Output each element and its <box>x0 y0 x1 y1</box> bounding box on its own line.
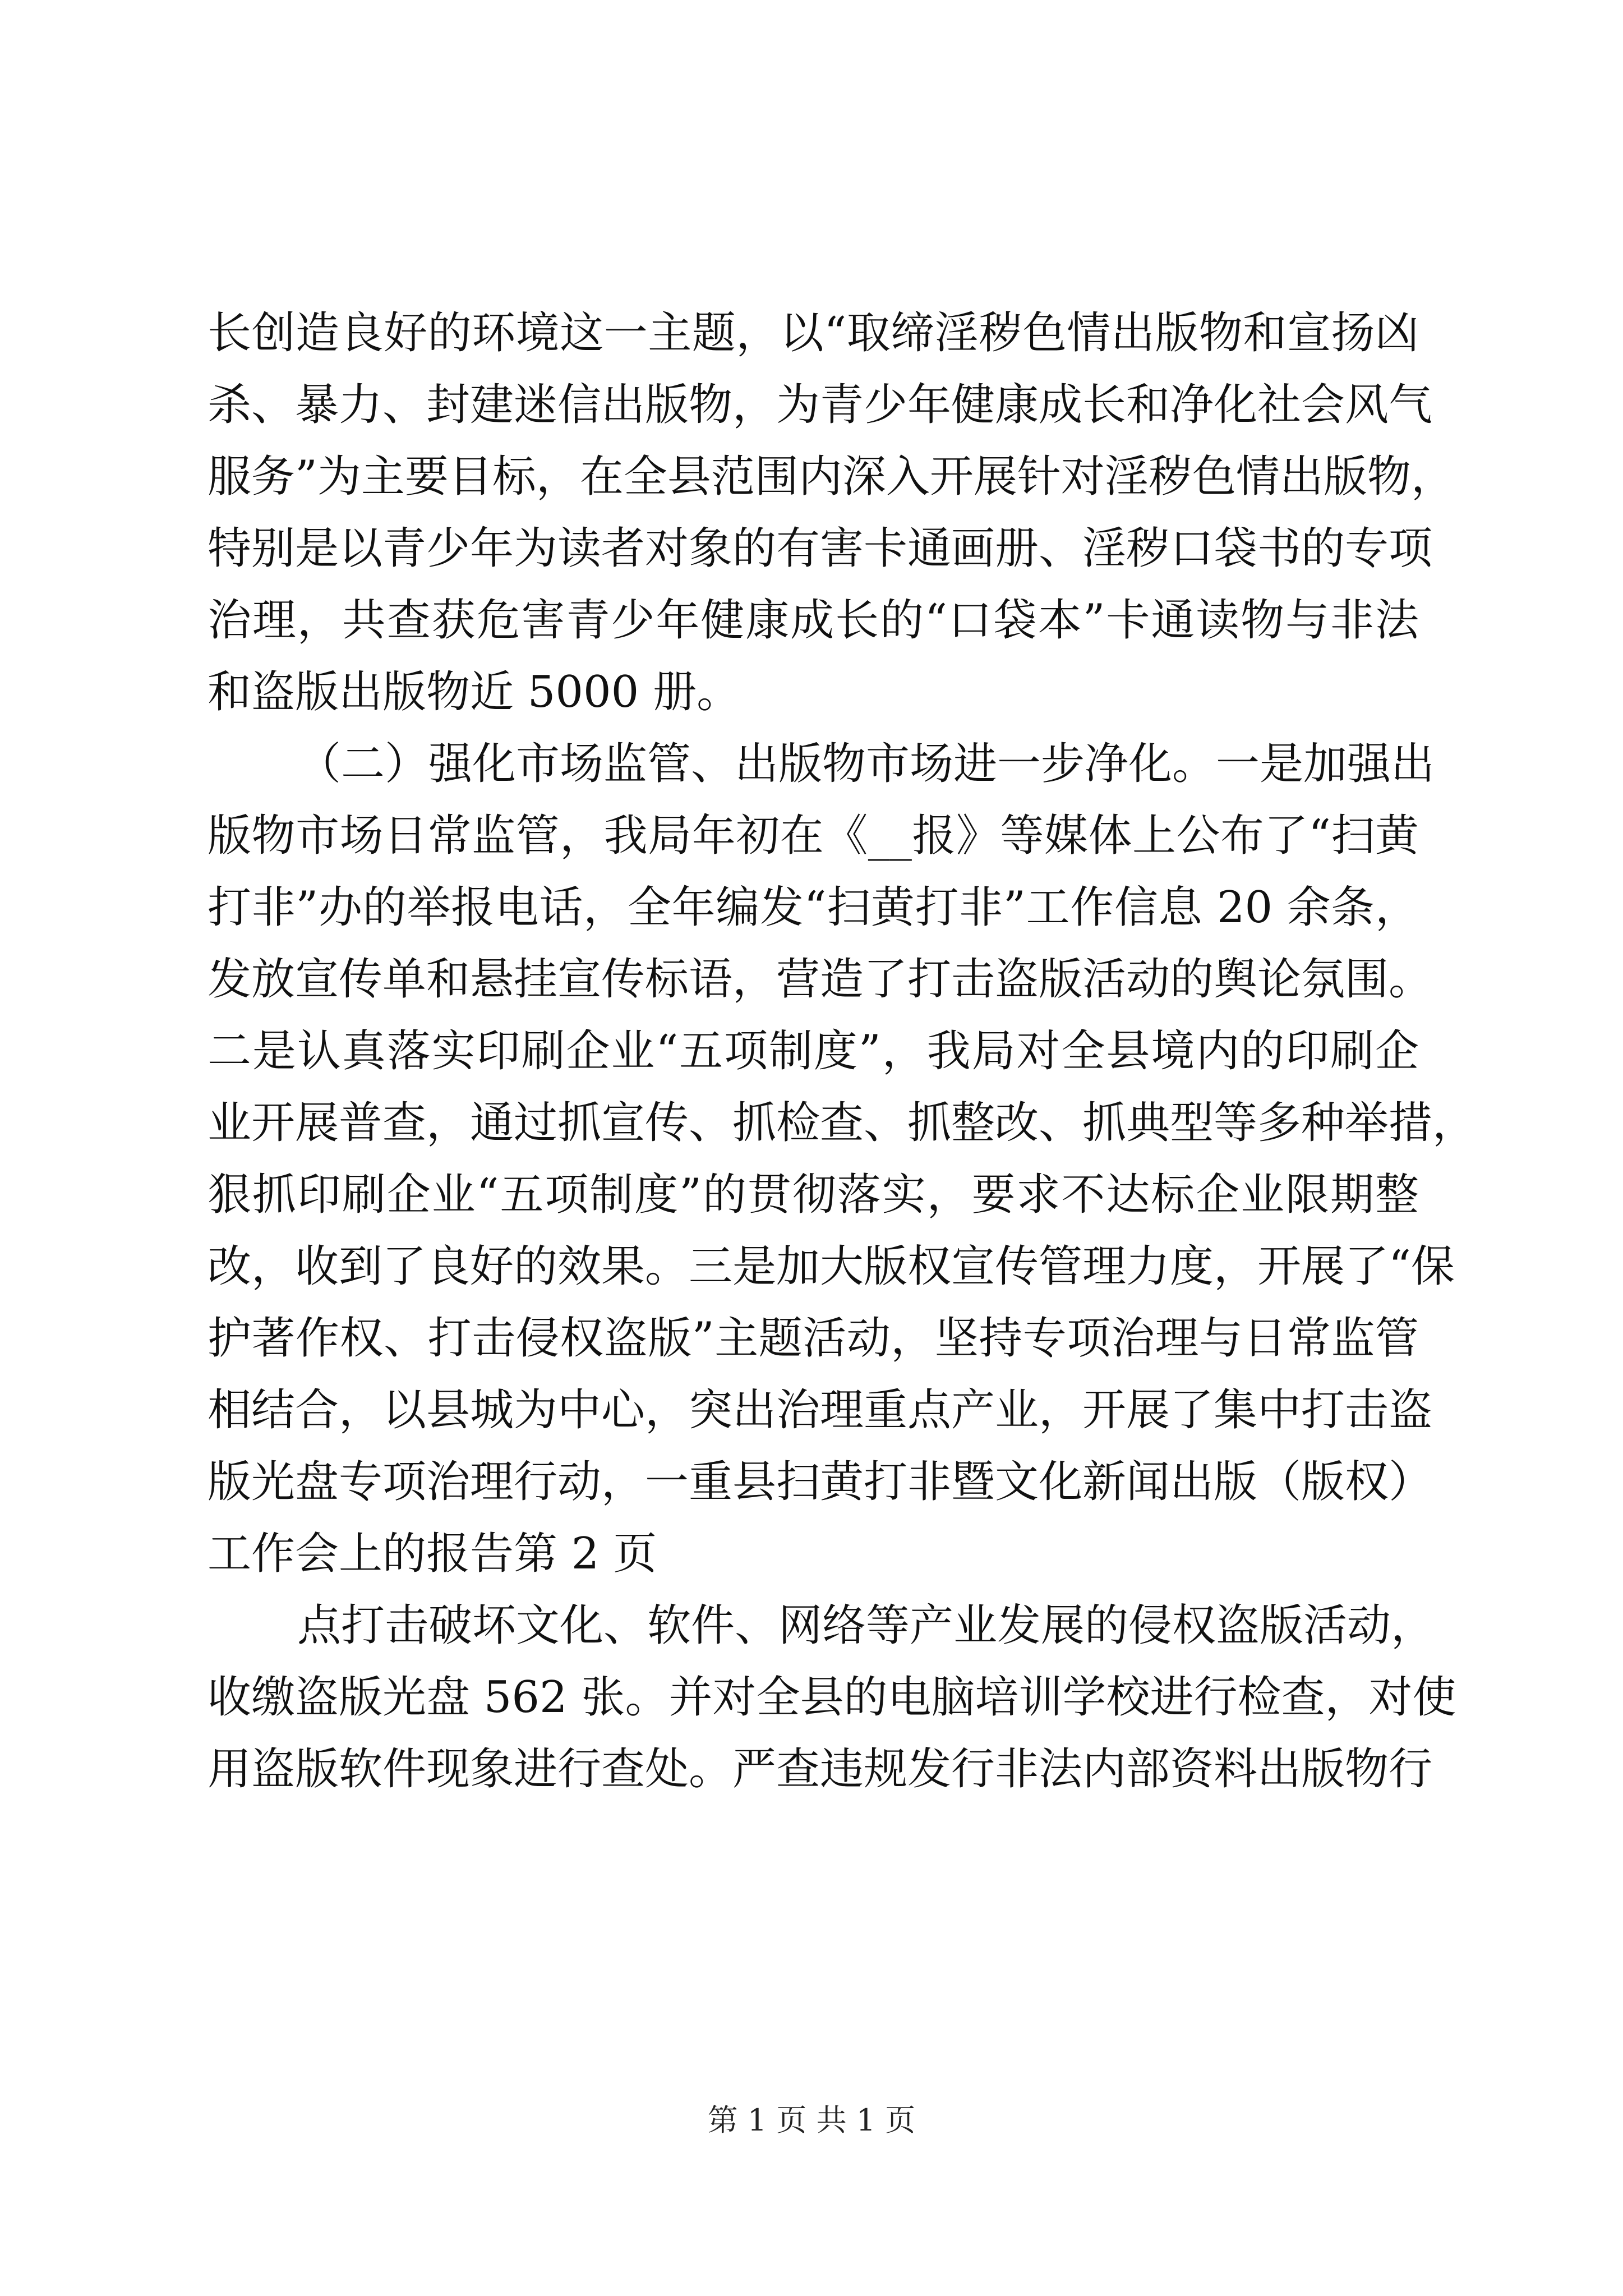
text-line: 和盗版出版物近 5000 册。 <box>208 667 741 717</box>
paragraph-1 <box>208 297 1455 728</box>
text-line: 用盗版软件现象进行查处。严查违规发行非法内部资料出版物行 <box>208 1744 1433 1795</box>
text-line: 发放宣传单和悬挂宣传标语，营造了打击盗版活动的舆论氛围。 <box>208 954 1433 1005</box>
document-body <box>208 297 1477 1805</box>
paragraph-3 <box>208 1590 1456 1805</box>
text-line: 版光盘专项治理行动，一重县扫黄打非暨文化新闻出版（版权） <box>208 1457 1433 1507</box>
text-line: 狠抓印刷企业“五项制度”的贯彻落实，要求不达标企业限期整 <box>208 1170 1419 1220</box>
text-line: 相结合，以县城为中心，突出治理重点产业，开展了集中打击盗 <box>208 1385 1433 1435</box>
text-line: 杀、暴力、封建迷信出版物，为青少年健康成长和净化社会风气 <box>208 380 1433 430</box>
text-line: （二）强化市场监管、出版物市场进一步净化。一是加强出 <box>297 739 1435 789</box>
text-line: 打非”办的举报电话，全年编发“扫黄打非”工作信息 20 余条， <box>208 882 1419 933</box>
text-line: 版物市场日常监管，我局年初在《__报》等媒体上公布了“扫黄 <box>208 811 1419 861</box>
text-line: 护著作权、打击侵权盗版”主题活动，坚持专项治理与日常监管 <box>208 1313 1419 1364</box>
text-line: 长创造良好的环境这一主题，以“取缔淫秽色情出版物和宣扬凶 <box>208 308 1419 358</box>
page-number-footer: 第 1 页 共 1 页 <box>707 2102 916 2138</box>
text-line: 服务”为主要目标，在全县范围内深入开展针对淫秽色情出版物， <box>208 452 1455 502</box>
text-line: 治理，共查获危害青少年健康成长的“口袋本”卡通读物与非法 <box>208 595 1419 646</box>
text-line: 改，收到了良好的效果。三是加大版权宣传管理力度，开展了“保 <box>208 1241 1455 1292</box>
text-line: 点打击破坏文化、软件、网络等产业发展的侵权盗版活动， <box>297 1600 1435 1651</box>
text-line: 业开展普查，通过抓宣传、抓检查、抓整改、抓典型等多种举措， <box>208 1098 1477 1148</box>
text-line: 特别是以青少年为读者对象的有害卡通画册、淫秽口袋书的专项 <box>208 523 1433 574</box>
text-line: 二是认真落实印刷企业“五项制度”，我局对全县境内的印刷企 <box>208 1026 1419 1076</box>
text-line: 工作会上的报告第 2 页 <box>208 1529 657 1579</box>
text-line: 收缴盗版光盘 562 张。并对全县的电脑培训学校进行检查，对使 <box>208 1672 1456 1723</box>
paragraph-2 <box>208 728 1477 1590</box>
